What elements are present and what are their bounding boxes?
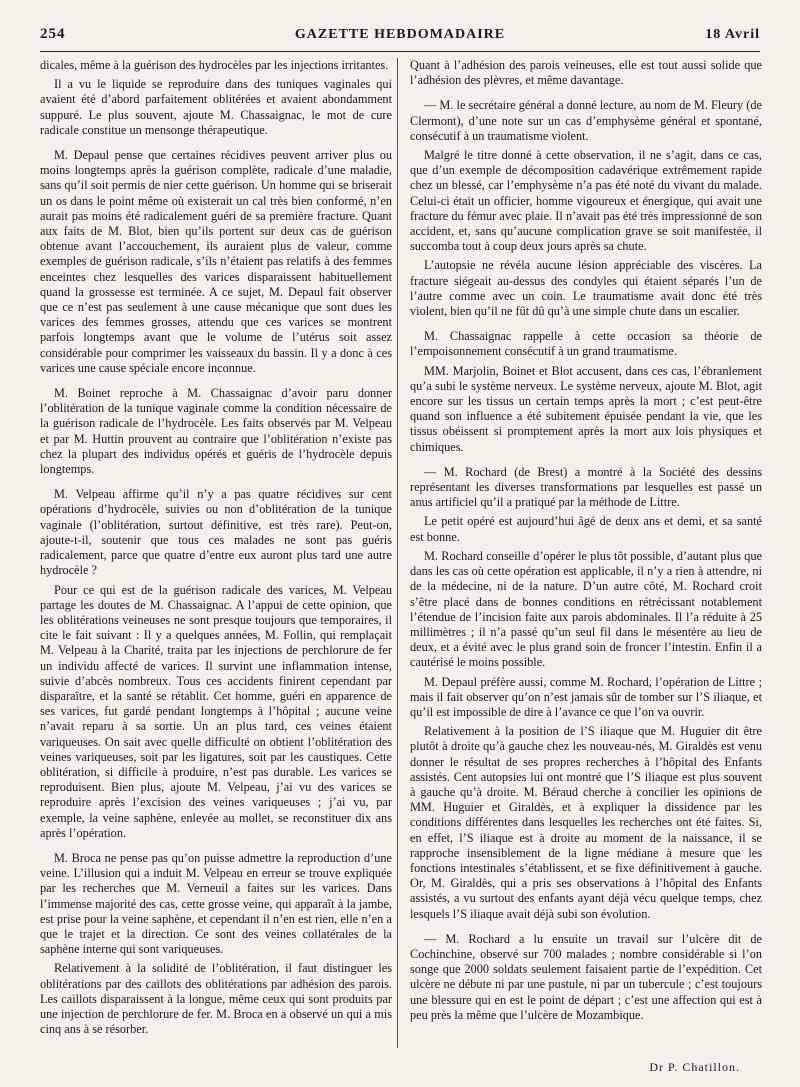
paragraph: M. Velpeau affirme qu’il n’y a pas quatre récidives sur cent opérations d’hydrocèle, suivies ou non d’oblitération de la tunique vaginale (l’oblitération, surtout définitive, est très rare). Peut-on, ajoute-t-il, soutenir que tous ces malades ne sont pas guéris radicalement, parce que quatre d’entre eux auront plus tard une autre hydrocèle ? bbox=[40, 487, 392, 578]
paragraph: — M. le secrétaire général a donné lecture, au nom de M. Fleury (de Clermont), d’une note sur un cas d’emphysème général et spontané, consécutif à un traumatisme violent. bbox=[410, 98, 762, 143]
paragraph: L’autopsie ne révéla aucune lésion appréciable des viscères. La fracture siégeait au-dessus des condyles qui étaient séparés l’un de l’autre comme avec un coin. Le traumatisme avait donc été très violent, bien qu’il ne fût dû qu’à une simple chute dans un escalier. bbox=[410, 258, 762, 319]
page-number: 254 bbox=[40, 26, 66, 42]
paragraph: — M. Rochard a lu ensuite un travail sur l’ulcère dit de Cochinchine, observé sur 700 malades ; nombre considérable si l’on songe que 2000 soldats seulement faisaient partie de l’expédition. Cet ulcère ne débute ni par une pustule, ni par un tubercule ; c’est toujours une blessure qui en est le point de départ ; c’est une affection qui est à peu près la même que l’ulcère de Mozambique. bbox=[410, 931, 762, 1022]
right-column bbox=[410, 58, 762, 1048]
paragraph: Relativement à la position de l’S iliaque que M. Huguier dit être plutôt à droite qu’à gauche chez les nouveau-nés, M. Giraldès est venu donner le résultat de ses propres recherches à l’hôpital des Enfants assistés. Cent autopsies lui ont montré que l’S iliaque est plus souvent à gauche qu’à droite. M. Béraud cherche à concilier les opinions de MM. Huguier et Giraldès, et à expliquer la dissidence par les conditions différentes dans lesquelles les recherches ont été faites. Si, en effet, l’S iliaque est à droite au moment de la naissance, il se rapproche insensiblement de la ligne médiane à mesure que les fonctions intestinales s’établissent, et se fixe définitivement à gauche. Or, M. Giraldès, qui a pris ses observations à l’hôpital des Enfants assistés, a vu surtout des enfants ayant déjà vécu quelque temps, chez lesquels l’S iliaque avait déjà subi son évolution. bbox=[410, 724, 762, 921]
paragraph: dicales, même à la guérison des hydrocèles par les injections irritantes. bbox=[40, 58, 389, 72]
paragraph: Quant à l’adhésion des parois veineuses, elle est tout aussi solide que l’adhésion des plèvres, et même davantage. bbox=[410, 58, 762, 88]
paragraph: M. Rochard conseille d’opérer le plus tôt possible, d’autant plus que dans les cas où cette opération est applicable, il n’y a rien à attendre, ni de la médecine, ni de la nature. D’un autre côté, M. Rochard croit s’être placé dans de bonnes conditions en rétrécissant notablement l’étendue de l’incision faite aux parois abdominales. Il l’a réduite à 25 millimètres ; il n’a passé qu’un seul fil dans le mésentère au lieu de deux, et a évité avec le plus grand soin de froncer l’intestin. Enfin il a cautérisé le moins possible. bbox=[410, 548, 762, 670]
paragraph: — M. Rochard (de Brest) a montré à la Société des dessins représentant les diverses transformations par lesquelles est passé un anus artificiel qu’il a pratiqué par la méthode de Littre. bbox=[410, 464, 762, 510]
page-header bbox=[40, 26, 760, 46]
paragraph: Pour ce qui est de la guérison radicale des varices, M. Velpeau partage les doutes de M. Chassaignac. A l’appui de cette opinion, que les oblitérations veineuses ne sont presque toujours que temporaires, il cite le fait suivant : Il y a quelques années, M. Follin, qui remplaçait M. Velpeau à la Charité, traita par les injections de perchlorure de fer un individu affecté de varices. Il survint une inflammation intense, suivie d’abcès nombreux. Tous ces accidents finirent cependant par disparaître, et la santé se rétablit. Cet homme, guéri en apparence de ses varices, fut gardé pendant longtemps à l’hôpital ; aucune veine n’avait reparu à sa sortie. Un an plus tard, ces veines étaient variqueuses. On sait avec quelle difficulté on obtient l’oblitération des veines variqueuses, soit par les ligatures, soit par les caustiques. Cette oblitération, si difficile à produire, n’est pas durable. Les varices se reproduisent. Bien plus, ajoute M. Velpeau, j’ai vu des varices se reproduire après l’excision des veines variqueuses ; j’ai vu, par exemple, la veine saphène, enlevée au mollet, se reconstituer dix ans après l’opération. bbox=[40, 582, 392, 840]
column-divider bbox=[397, 58, 398, 1048]
paragraph: M. Depaul préfère aussi, comme M. Rochard, l’opération de Littre ; mais il fait observer qu’on n’est jamais sûr de tomber sur l’S iliaque, et qu’il est impossible de dire à l’avance ce que l’on va ouvrir. bbox=[410, 674, 762, 719]
issue-date: 18 Avril bbox=[705, 27, 760, 42]
paragraph: Relativement à la solidité de l’oblitération, il faut distinguer les oblitérations par des caillots des oblitérations par adhésion des parois. Les caillots disparaissent à la longue, même ceux qui sont produits par une injection de perchlorure de fer. M. Broca en a observé un qui a mis cinq ans à se résorber. bbox=[40, 961, 392, 1037]
header-rule bbox=[40, 51, 760, 52]
paragraph: M. Chassaignac rappelle à cette occasion sa théorie de l’empoisonnement consécutif à un grand traumatisme. bbox=[410, 329, 762, 359]
paragraph: Il a vu le liquide se reproduire dans des tuniques vaginales qui avaient été d’abord parfaitement oblitérées et avaient abondamment suppuré. Le plus souvent, ajoute M. Chassaignac, le mot de cure radicale constitue un mensonge thérapeutique. bbox=[40, 77, 392, 137]
paragraph: Le petit opéré est aujourd’hui âgé de deux ans et demi, et sa santé est bonne. bbox=[410, 514, 762, 544]
paragraph: M. Boinet reproche à M. Chassaignac d’avoir paru donner l’oblitération de la tunique vaginale comme la condition nécessaire de la guérison radicale de l’hydrocèle. Les faits observés par M. Velpeau et par M. Huttin prouvent au contraire que l’oblitération n’existe pas chez la plupart des individus opérés et guéris de l’hydrocèle depuis longtemps. bbox=[40, 386, 392, 477]
paragraph: MM. Marjolin, Boinet et Blot accusent, dans ces cas, l’ébranlement qu’a subi le système nerveux. Le système nerveux, ajoute M. Blot, agit encore sur les tissus un certain temps après la mort ; c’est peut-être quand son influence a été subitement épuisée pendant la vie, que les tissus obéissent si promptement après la mort aux lois physiques et chimiques. bbox=[410, 363, 762, 454]
left-column bbox=[40, 58, 392, 1048]
paragraph: M. Depaul pense que certaines récidives peuvent arriver plus ou moins longtemps après la guérison complète, radicale d’une maladie, sans qu’il soit permis de nier cette guérison. Un homme qui se briserait un os dans le point même où existerait un cal très bien conformé, n’en aurait pas moins été radicalement guéri de sa première fracture. Quant aux faits de M. Blot, bien qu’ils portent sur deux cas de guérison obtenue avant l’accouchement, ils auraient plus de valeur, comme exemples de guérison radicale, s’ils n’étaient pas relatifs à des femmes enceintes chez lesquelles des varices disparaissent habituellement quand la grossesse est terminée. A ce sujet, M. Depaul fait observer que ce n’est pas seulement à une cause mécanique que sont dues les varices des femmes grosses, attendu que ces varices se montrent parfois longtemps avant que le volume de l’utérus soit assez considérable pour comprimer les vaisseaux du bassin. Il y a donc à ces varices une cause spéciale encore inconnue. bbox=[40, 148, 392, 375]
paragraph: M. Broca ne pense pas qu’on puisse admettre la reproduction d’une veine. L’illusion qui a induit M. Velpeau en erreur se trouve expliquée par les recherches que M. Verneuil a faites sur les varices. Dans l’immense majorité des cas, cette grosse veine, qui apparaît à la jambe, est prise pour la veine saphène, et cependant il n’en est rien, elle n’en a que le trajet et la direction. Ce sont des veines collatérales de la saphène interne qui sont variqueuses. bbox=[40, 850, 392, 957]
author-signature: Dr P. Chatillon. bbox=[649, 1060, 740, 1074]
paragraph: Malgré le titre donné à cette observation, il ne s’agit, dans ce cas, que d’un exemple de décomposition cadavérique extrêmement rapide chez un blessé, car l’emphysème n’a pas été noté du vivant du malade. Celui-ci était un officier, homme vigoureux et énergique, qui avait une fracture du fémur avec plaie. Il n’avait pas été très impressionné de son accident, et, sans qu’aucune complication grave se soit manifestée, il succomba tout à coup deux jours après sa chute. bbox=[410, 148, 762, 254]
journal-title: GAZETTE HEBDOMADAIRE bbox=[294, 27, 506, 42]
